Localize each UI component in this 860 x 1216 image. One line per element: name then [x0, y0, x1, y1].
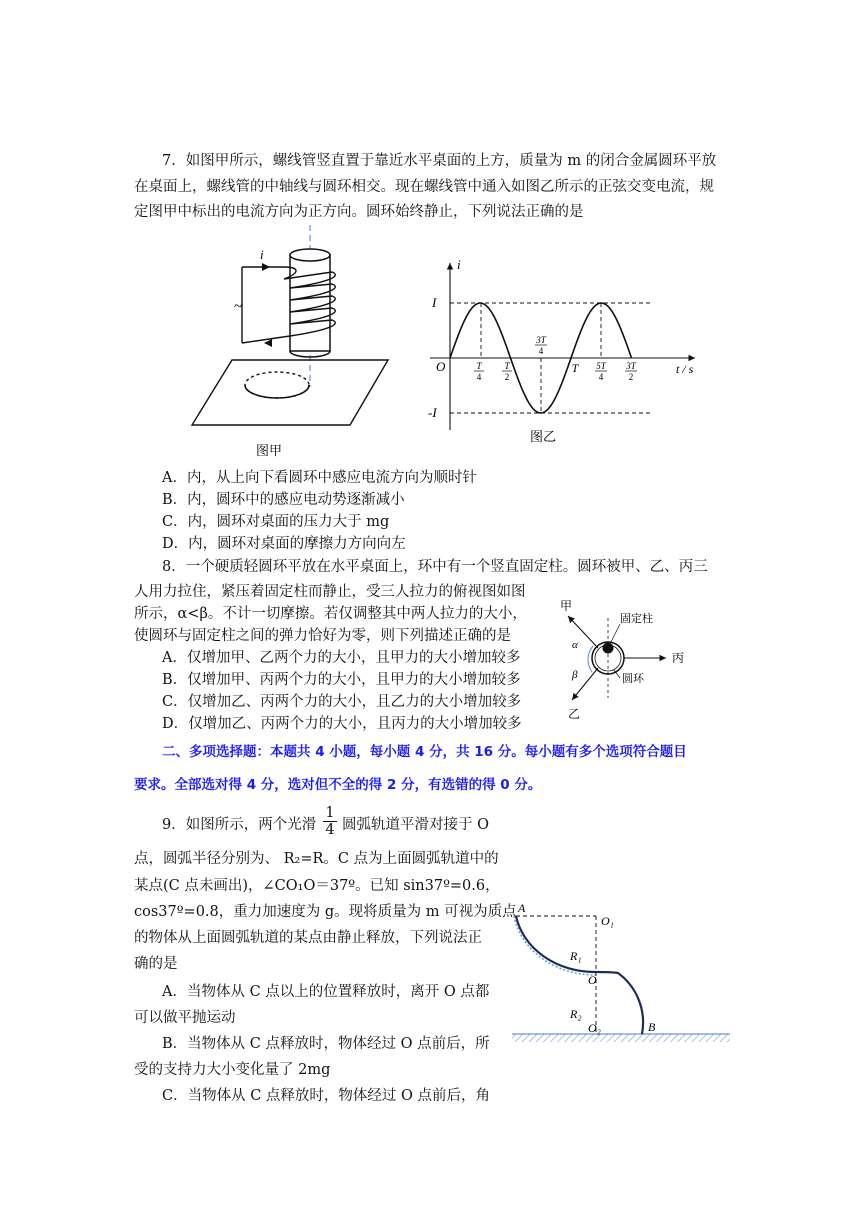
figure-jia-caption: 图甲: [256, 443, 283, 458]
q9-fraction: [323, 805, 337, 838]
origin-label: O: [436, 359, 446, 374]
tick-3t2-den: 2: [628, 372, 634, 382]
q7-option-a: A．内，从上向下看圆环中感应电流方向为顺时针: [162, 470, 477, 486]
tick-t: T: [571, 361, 579, 375]
label-ring: 圆环: [622, 673, 644, 685]
q9-option-a-line1: A．当物体从 C 点以上的位置释放时，离开 O 点都: [162, 984, 490, 1000]
q9-stem-line2: 点，圆弧半径分别为、 R₂=R。C 点为上面圆弧轨道中的: [134, 851, 499, 867]
q7-stem-line1: 7．如图甲所示，螺线管竖直置于靠近水平桌面的上方，质量为 m 的闭合金属圆环平放: [162, 153, 717, 169]
q8-option-a: A．仅增加甲、乙两个力的大小，且甲力的大小增加较多: [162, 650, 521, 666]
q9-stem-line5: 的物体从上面圆弧轨道的某点由静止释放，下列说法正: [134, 930, 482, 946]
tick-t4-num: T: [476, 361, 482, 371]
q9-stem-line1-pre: 9．如图所示，两个光滑: [162, 817, 317, 833]
q9-option-b-line1: B．当物体从 C 点释放时，物体经过 O 点前后，所: [162, 1036, 490, 1052]
q7-option-d: D．内，圆环对桌面的摩擦力方向向左: [162, 536, 406, 552]
q8-stem-line2: 人用力拉住，紧压着固定柱而静止，受三人拉力的俯视图如图: [134, 584, 526, 600]
q9-stem-line6: 确的是: [134, 956, 178, 972]
q9-fraction-num: 1: [325, 805, 335, 821]
current-label: i: [260, 247, 264, 262]
label-yi: 乙: [568, 707, 581, 721]
label-jia: 甲: [560, 599, 573, 613]
label-alpha: α: [572, 639, 578, 651]
q9-option-a-line2: 可以做平抛运动: [134, 1010, 236, 1026]
label-r1: R₁: [570, 949, 582, 963]
label-b: B: [648, 1020, 656, 1034]
tick-t4-den: 4: [476, 372, 482, 382]
tick-3t4-den: 4: [538, 346, 544, 356]
figure-yi-graph: [420, 255, 710, 445]
peak-label: I: [432, 295, 437, 310]
label-pillar: 固定柱: [620, 613, 653, 625]
tick-5t4-num: 5T: [596, 361, 606, 371]
tick-t2-num: T: [504, 361, 510, 371]
section2-header-line1: 二、多项选择题：本题共 4 小题，每小题 4 分，共 16 分。每小题有多个选项符合题目: [162, 744, 687, 760]
label-a: A: [518, 901, 526, 915]
figure-jia-solenoid: [180, 225, 400, 465]
y-axis-label: i: [457, 257, 461, 272]
figure-yi-caption: 图乙: [530, 429, 557, 444]
label-r2: R₂: [570, 1007, 582, 1021]
tick-t2-den: 2: [504, 372, 510, 382]
ac-source-symbol: ~: [234, 299, 243, 315]
q9-fraction-den: 4: [323, 821, 337, 838]
label-beta: β: [572, 669, 578, 681]
figure-q9-arc-tracks: [508, 900, 733, 1050]
tick-3t2-num: 3T: [626, 361, 636, 371]
q8-option-d: D．仅增加乙、丙两个力的大小，且丙力的大小增加较多: [162, 716, 522, 732]
q8-stem-line4: 使圆环与固定柱之间的弹力恰好为零，则下列描述正确的是: [134, 628, 511, 644]
q7-stem-line2: 在桌面上，螺线管的中轴线与圆环相交。现在螺线管中通入如图乙所示的正弦交变电流，规: [134, 179, 714, 195]
label-o1: O₁: [601, 914, 614, 928]
q8-option-b: B．仅增加甲、丙两个力的大小，且甲力的大小增加较多: [162, 672, 521, 688]
q9-stem-line1-post: 圆弧轨道平滑对接于 O: [342, 817, 489, 833]
q7-stem-line3: 定图甲中标出的电流方向为正方向。圆环始终静止，下列说法正确的是: [134, 204, 584, 220]
q7-option-c: C．内，圆环对桌面的压力大于 mg: [162, 514, 390, 530]
label-bing: 丙: [672, 651, 685, 665]
q9-stem-line4: cos37º=0.8，重力加速度为 g。现将质量为 m 可视为质点: [134, 904, 517, 920]
label-o: O: [588, 973, 597, 987]
tick-3t4-num: 3T: [536, 335, 546, 345]
q9-option-b-line2: 受的支持力大小变化量了 2mg: [134, 1062, 331, 1078]
label-o2: O₂: [588, 1021, 601, 1035]
q8-stem-line3: 所示，α<β。不计一切摩擦。若仅调整其中两人拉力的大小，: [134, 606, 527, 622]
q8-stem-line1: 8．一个硬质轻圆环平放在水平桌面上，环中有一个竖直固定柱。圆环被甲、乙、丙三: [162, 559, 708, 575]
q9-option-c-line1: C．当物体从 C 点释放时，物体经过 O 点前后，角: [162, 1088, 491, 1104]
trough-label: -I: [428, 405, 437, 420]
figure-q8-ring-forces: [548, 598, 723, 728]
q8-option-c: C．仅增加乙、丙两个力的大小，且乙力的大小增加较多: [162, 694, 522, 710]
tick-5t4-den: 4: [598, 372, 604, 382]
section2-header-line2: 要求。全部选对得 4 分，选对但不全的得 2 分，有选错的得 0 分。: [134, 777, 542, 793]
q9-stem-line3: 某点(C 点未画出)，∠CO₁O＝37º。已知 sin37º=0.6，: [134, 878, 500, 894]
q7-option-b: B．内，圆环中的感应电动势逐渐减小: [162, 492, 405, 508]
x-axis-label: t / s: [676, 362, 694, 376]
